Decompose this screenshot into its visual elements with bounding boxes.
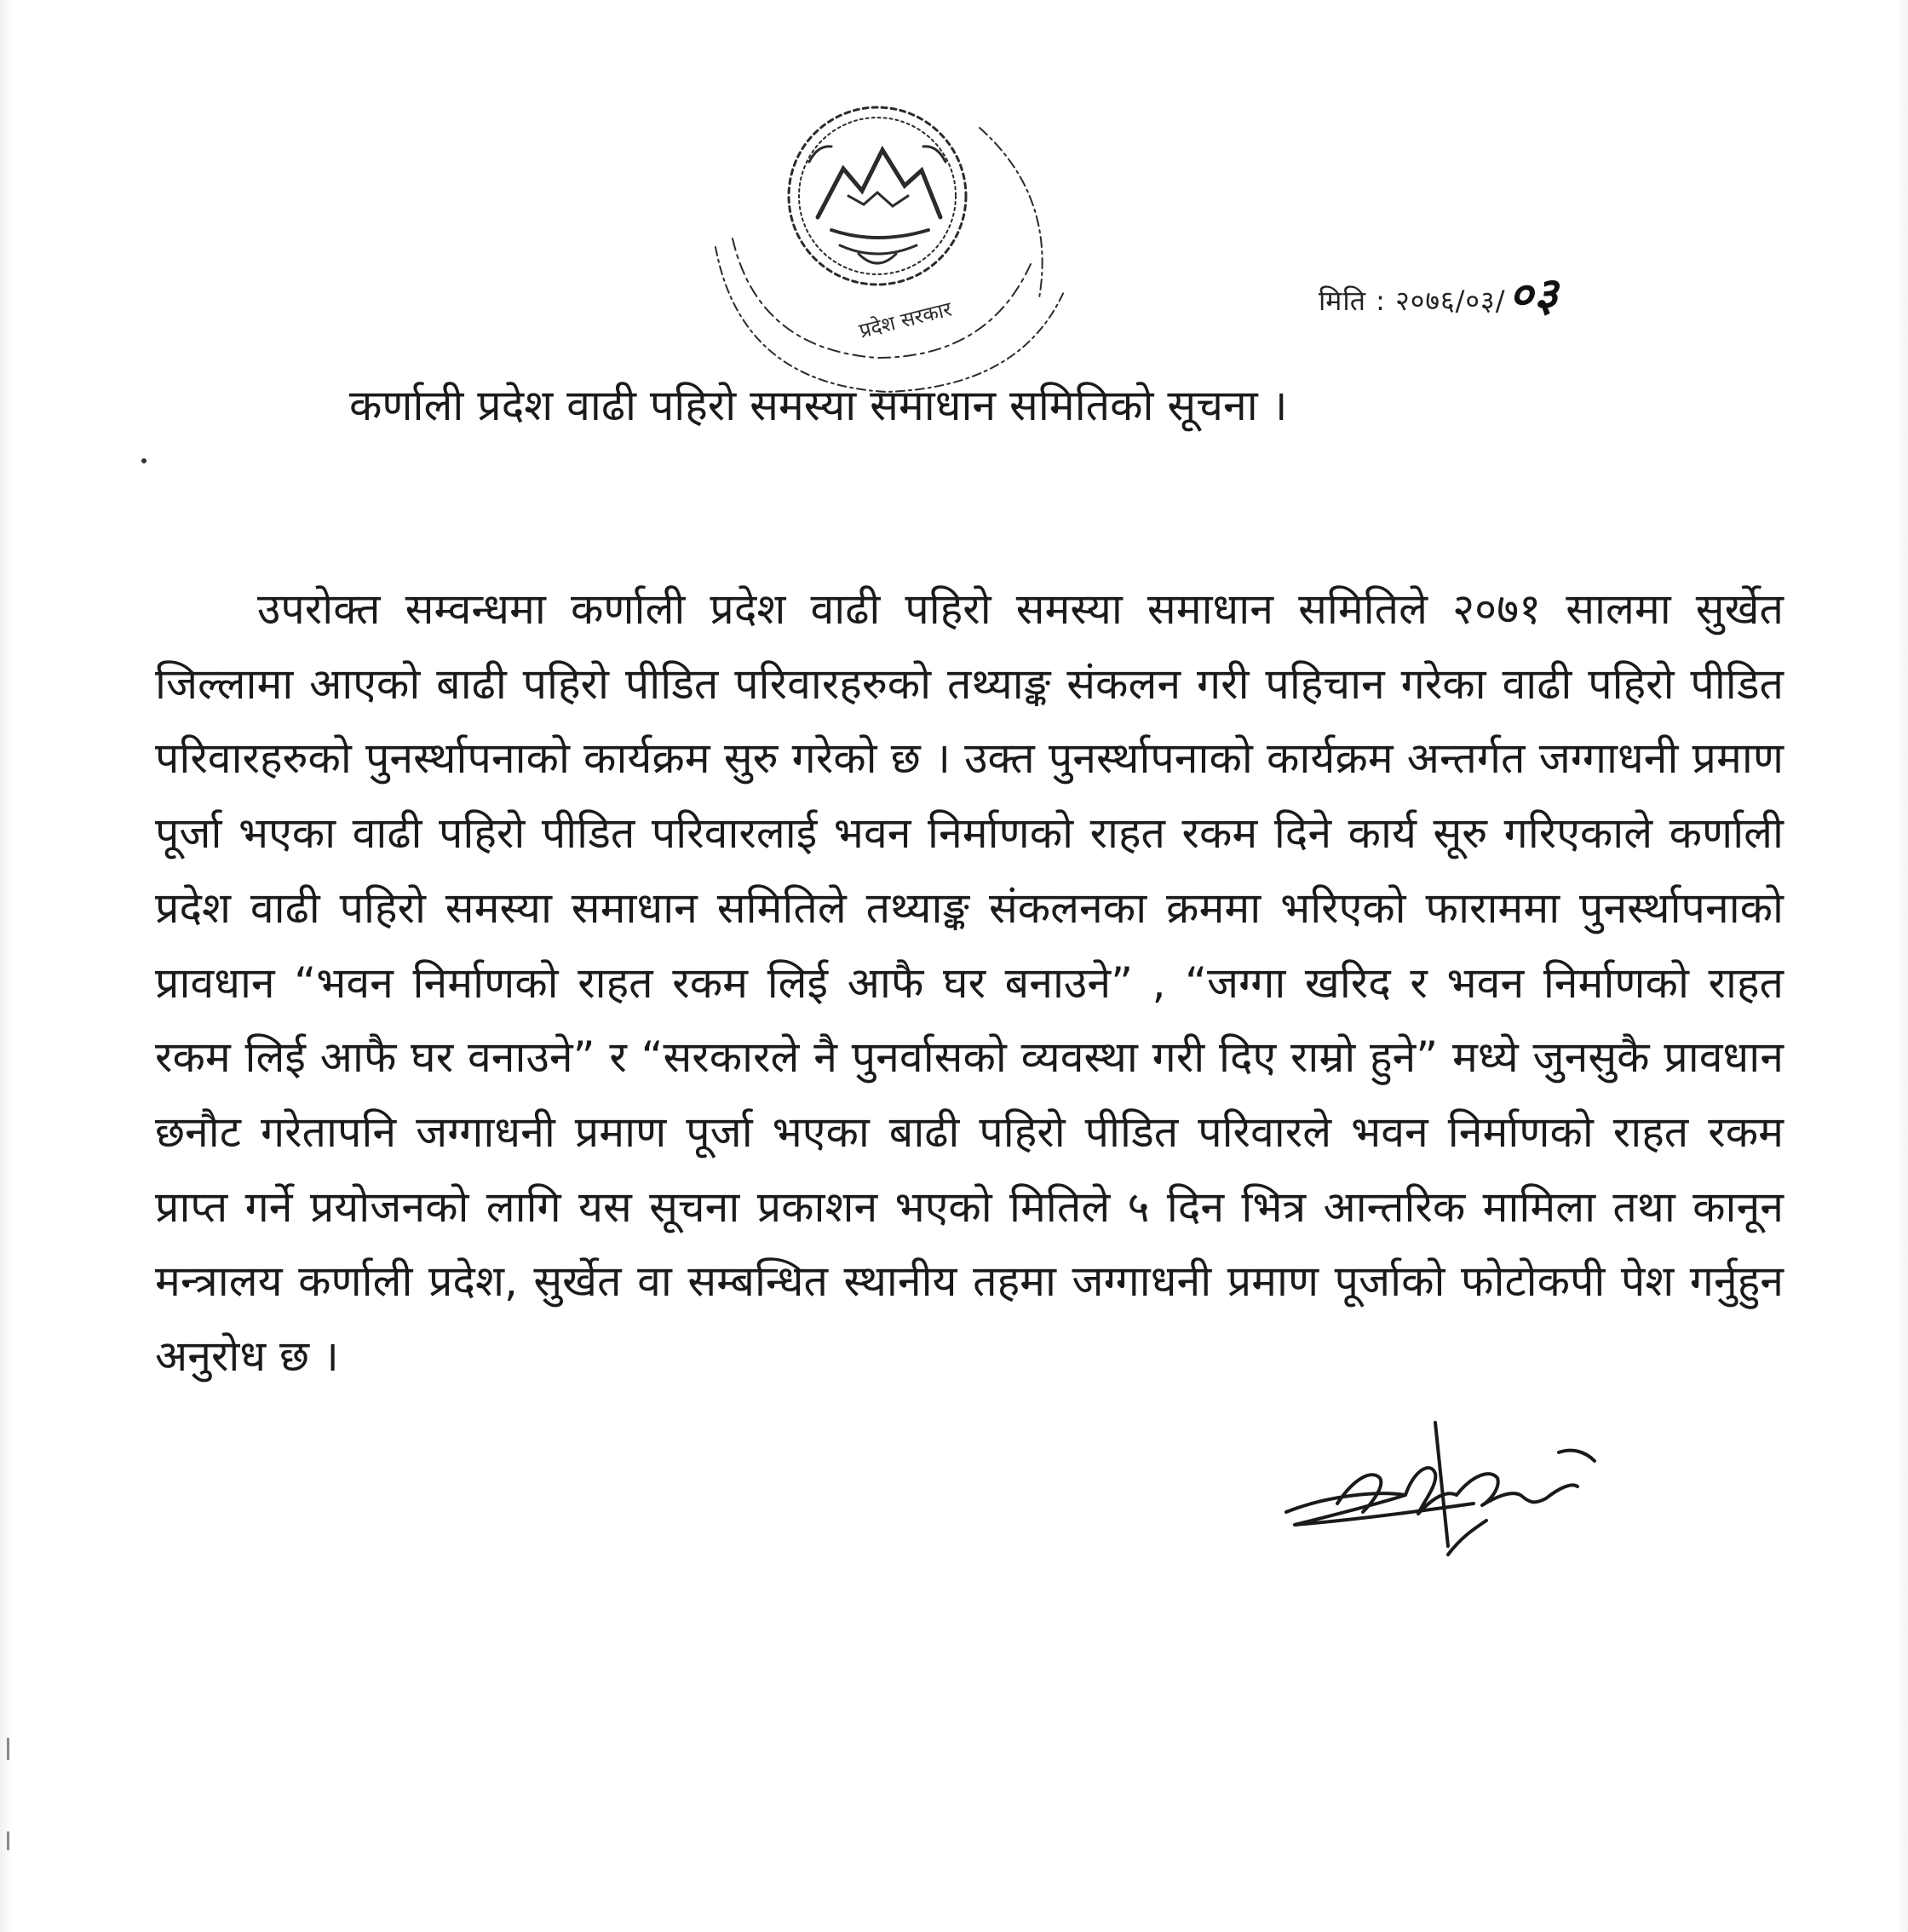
notice-title: कर्णाली प्रदेश वाढी पहिरो समस्या समाधान समितिको सूचना । [349,381,1288,430]
notice-body-text: उपरोक्त सम्वन्धमा कर्णाली प्रदेश वाढी पहिरो समस्या समाधान समितिले २०७१ सालमा सुर्खेत जिल्लामा आएको बाढी पहिरो पीडित परिवारहरुको तथ्याङ्क संकलन गरी पहिचान गरेका वाढी पहिरो पीडित परिवारहरुको पुनर्स्थापनाको कार्यक्रम सुरु गरेको छ । उक्त पुनर्स्थापनाको कार्यक्रम अन्तर्गत जग्गाधनी प्रमाण पूर्जा भएका वाढी पहिरो पीडित परिवारलाई भवन निर्माणको राहत रकम दिने कार्य सूरु गरिएकाले कर्णाली प्रदेश वाढी पहिरो समस्या समाधान समितिले तथ्याङ्क संकलनका क्रममा भरिएको फाराममा पुनर्स्थापनाको प्रावधान “भवन निर्माणको राहत रकम लिई आफै घर बनाउने” , “जग्गा खरिद र भवन निर्माणको राहत रकम लिई आफै घर वनाउने” र “सरकारले नै पुनर्वासको व्यवस्था गरी दिए राम्रो हुने” मध्ये जुनसुकै प्रावधान छनौट गरेतापनि जग्गाधनी प्रमाण पूर्जा भएका बाढी पहिरो पीडित परिवारले भवन निर्माणको राहत रकम प्राप्त गर्ने प्रयोजनको लागि यस सूचना प्रकाशन भएको मितिले ५ दिन भित्र आन्तरिक मामिला तथा कानून मन्त्रालय कर्णाली प्रदेश, सुर्खेत वा सम्बन्धित स्थानीय तहमा जग्गाधनी प्रमाण पूर्जाको फोटोकपी पेश गर्नुहुन अनुरोध छ । [155,584,1784,1382]
date-handwritten: ०३ [1509,267,1559,321]
date-printed: २०७६/०३/ [1395,285,1506,317]
stray-mark [141,458,147,463]
notice-date [1319,261,1559,324]
handwritten-signature [1278,1410,1635,1572]
notice-body [155,572,1784,1394]
scan-edge-mark [7,1831,9,1850]
scan-edge-mark [7,1738,9,1760]
date-label: मिति : [1319,285,1386,317]
svg-text:प्रदेश सरकार: प्रदेश सरकार [856,296,955,343]
